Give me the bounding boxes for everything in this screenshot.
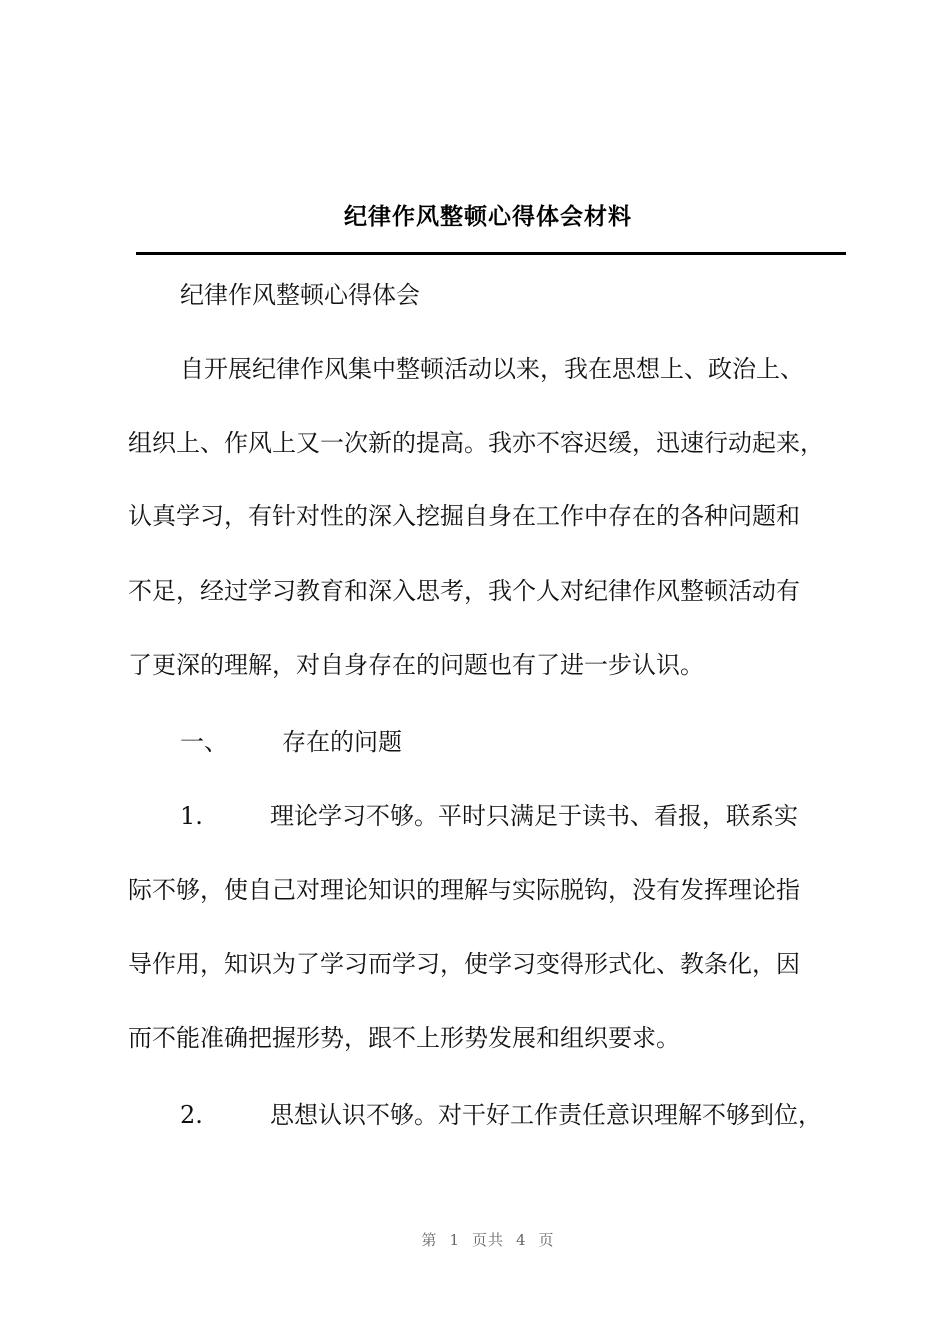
page-label-prefix: 第 — [421, 1231, 438, 1249]
page-footer — [0, 1229, 950, 1250]
section-number: 一、 — [180, 728, 228, 756]
paragraph-line: 不足，经过学习教育和深入思考，我个人对纪律作风整顿活动有 — [128, 577, 800, 605]
document-title: 纪律作风整顿心得体会材料 — [344, 204, 632, 230]
list-item-text: 理论学习不够。平时只满足于读书、看报，联系实 — [270, 802, 798, 830]
page-label-suffix: 页 — [538, 1231, 555, 1249]
title-underline — [136, 252, 846, 255]
paragraph-line: 导作用，知识为了学习而学习，使学习变得形式化、教条化，因 — [128, 950, 800, 978]
section-heading: 存在的问题 — [282, 728, 402, 756]
list-item-number: 2. — [180, 1101, 203, 1129]
paragraph-line: 了更深的理解，对自身存在的问题也有了进一步认识。 — [128, 651, 704, 679]
paragraph-line: 而不能准确把握形势，跟不上形势发展和组织要求。 — [128, 1024, 680, 1052]
paragraph-line: 自开展纪律作风集中整顿活动以来，我在思想上、政治上、 — [180, 355, 804, 383]
paragraph-line: 认真学习，有针对性的深入挖掘自身在工作中存在的各种问题和 — [128, 502, 800, 530]
paragraph-line: 际不够，使自己对理论知识的理解与实际脱钩，没有发挥理论指 — [128, 876, 800, 904]
list-item-text: 思想认识不够。对干好工作责任意识理解不够到位， — [270, 1101, 822, 1129]
list-item-number: 1. — [180, 802, 203, 830]
document-subtitle: 纪律作风整顿心得体会 — [180, 281, 420, 309]
page-total-number: 4 — [516, 1231, 527, 1249]
page-current-number: 1 — [449, 1231, 460, 1249]
page-label-mid: 页共 — [471, 1231, 504, 1249]
paragraph-line: 组织上、作风上又一次新的提高。我亦不容迟缓，迅速行动起来， — [128, 429, 824, 457]
